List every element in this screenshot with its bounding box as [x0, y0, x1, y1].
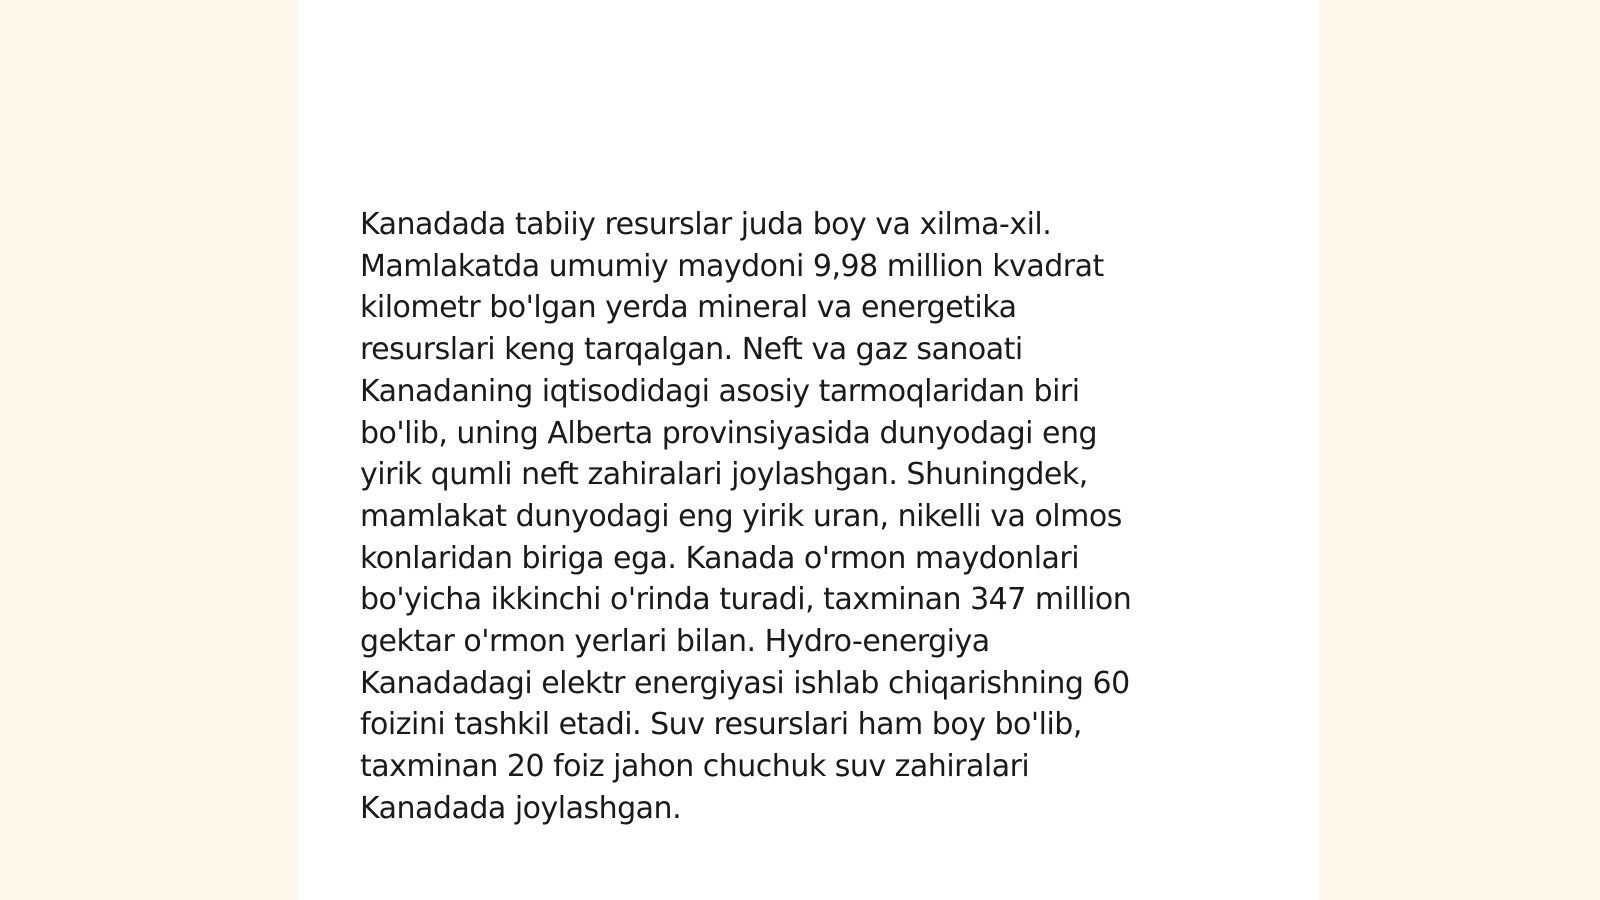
paragraph-line: Kanadaning iqtisodidagi asosiy tarmoqlaridan biri — [360, 373, 1080, 409]
paragraph-line: bo'yicha ikkinchi o'rinda turadi, taxminan 347 million — [360, 582, 1132, 618]
paragraph-line: Kanadadagi elektr energiyasi ishlab chiqarishning 60 — [360, 665, 1130, 701]
paragraph-line: yirik qumli neft zahiralari joylashgan. Shuningdek, — [360, 457, 1088, 493]
document-page — [297, 0, 1319, 900]
paragraph-line: bo'lib, uning Alberta provinsiyasida dunyodagi eng — [360, 415, 1097, 451]
paragraph-line: konlaridan biriga ega. Kanada o'rmon maydonlari — [360, 540, 1080, 576]
paragraph-line: mamlakat dunyodagi eng yirik uran, nikelli va olmos — [360, 498, 1122, 534]
paragraph-line: Mamlakatda umumiy maydoni 9,98 million kvadrat — [360, 248, 1104, 284]
paragraph-line: resurslari keng tarqalgan. Neft va gaz sanoati — [360, 332, 1023, 368]
paragraph-line: foizini tashkil etadi. Suv resurslari ham boy bo'lib, — [360, 707, 1082, 743]
paragraph-line: kilometr bo'lgan yerda mineral va energetika — [360, 290, 1017, 326]
body-paragraph — [360, 204, 1240, 830]
paragraph-line: taxminan 20 foiz jahon chuchuk suv zahiralari — [360, 749, 1030, 785]
paragraph-line: Kanadada joylashgan. — [360, 790, 682, 826]
paragraph-line: gektar o'rmon yerlari bilan. Hydro-energiya — [360, 624, 990, 660]
paragraph-line: Kanadada tabiiy resurslar juda boy va xilma-xil. — [360, 207, 1052, 242]
